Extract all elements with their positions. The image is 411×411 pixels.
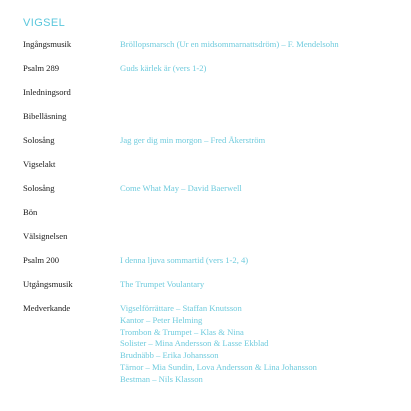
program-row xyxy=(0,39,411,53)
program-row xyxy=(0,111,411,125)
program-item-value: I denna ljuva sommartid (vers 1-2, 4) xyxy=(120,255,249,265)
program-item-label: Psalm 200 xyxy=(23,255,60,265)
program-row xyxy=(0,135,411,149)
credit-line: Tärnor – Mia Sundin, Lova Andersson & Lina Johansson xyxy=(120,361,317,372)
program-item-value: Guds kärlek är (vers 1-2) xyxy=(120,63,207,73)
program-item-value: Come What May – David Baerwell xyxy=(120,183,242,193)
program-row xyxy=(0,231,411,245)
credit-line: Kantor – Peter Helming xyxy=(120,314,203,325)
program-item-label: Vigselakt xyxy=(23,159,56,169)
credit-line: Solister – Mina Andersson & Lasse Ekblad xyxy=(120,338,269,349)
credits-label: Medverkande xyxy=(23,303,71,313)
credit-line: Vigselförrättare – Staffan Knutsson xyxy=(120,303,242,313)
program-item-label: Ingångsmusik xyxy=(23,39,72,49)
credits-row xyxy=(0,303,411,393)
program-row xyxy=(0,159,411,173)
credit-line: Bestman – Nils Klasson xyxy=(120,373,203,384)
program-item-label: Solosång xyxy=(23,183,55,193)
program-row xyxy=(0,279,411,293)
credit-line: Brudnäbb – Erika Johansson xyxy=(120,350,219,361)
program-row xyxy=(0,87,411,101)
credit-line: Trombon & Trumpet – Klas & Nina xyxy=(120,326,244,337)
program-item-label: Psalm 289 xyxy=(23,63,60,73)
program-item-value: The Trumpet Voulantary xyxy=(120,279,205,289)
program-item-value: Jag ger dig min morgon – Fred Åkerström xyxy=(120,135,266,145)
program-item-label: Solosång xyxy=(23,135,55,145)
program-row xyxy=(0,207,411,221)
program-item-label: Bibelläsning xyxy=(23,111,67,121)
program-row xyxy=(0,183,411,197)
program-item-value: Bröllopsmarsch (Ur en midsommarnattsdröm) – F. Mendelsohn xyxy=(120,39,339,49)
program-row xyxy=(0,63,411,77)
credits-list xyxy=(120,303,317,386)
program-row xyxy=(0,255,411,269)
program-item-label: Utgångsmusik xyxy=(23,279,73,289)
program-item-label: Bön xyxy=(23,207,38,217)
program-item-label: Välsignelsen xyxy=(23,231,68,241)
program-item-label: Inledningsord xyxy=(23,87,71,97)
section-heading: VIGSEL xyxy=(23,17,66,29)
